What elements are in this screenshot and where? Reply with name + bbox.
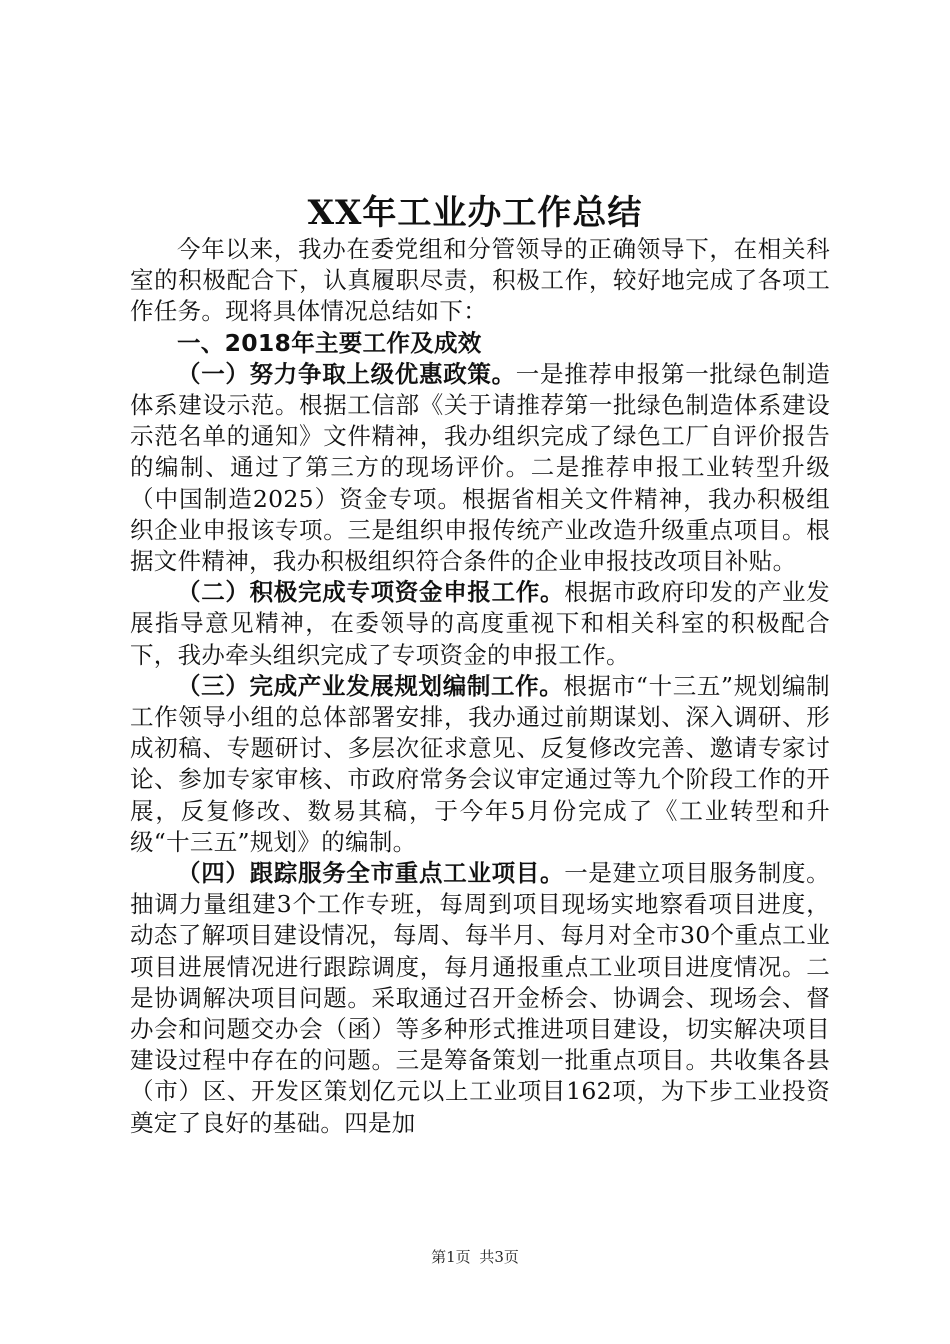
item-lead: （一）努力争取上级优惠政策。	[177, 359, 516, 388]
item-text: 根据市政府印发的产业发展指导意见精神，在委领导的高度重视下和相关科室的积极配合下，我办牵头组织完成了专项资金的申报工作。	[130, 578, 830, 669]
paragraph-item-3	[130, 671, 830, 858]
page-footer	[0, 1246, 950, 1267]
item-text: 一是建立项目服务制度。抽调力量组建3个工作专班，每周到项目现场实地察看项目进度，动态了解项目建设情况，每周、每半月、每月对全市30个重点工业项目进展情况进行跟踪调度，每月通报重点工业项目进度情况。二是协调解决项目问题。采取通过召开金桥会、协调会、现场会、督办会和问题交办会（函）等多种形式推进项目建设，切实解决项目建设过程中存在的问题。三是筹备策划一批重点项目。共收集各县（市）区、开发区策划亿元以上工业项目162项，为下步工业投资奠定了良好的基础。四是加	[130, 859, 830, 1137]
item-lead: （二）积极完成专项资金申报工作。	[177, 578, 565, 607]
section-heading: 一、2018年主要工作及成效	[177, 328, 482, 357]
item-text: 一是推荐申报第一批绿色制造体系建设示范。根据工信部《关于请推荐第一批绿色制造体系建设示范名单的通知》文件精神，我办组织完成了绿色工厂自评价报告的编制、通过了第三方的现场评价。二是推荐申报工业转型升级（中国制造2025）资金专项。根据省相关文件精神，我办积极组织企业申报该专项。三是组织申报传统产业改造升级重点项目。根据文件精神，我办积极组织符合条件的企业申报技改项目补贴。	[130, 359, 830, 576]
item-text: 根据市“十三五”规划编制工作领导小组的总体部署安排，我办通过前期谋划、深入调研、形成初稿、专题研讨、多层次征求意见、反复修改完善、邀请专家讨论、参加专家审核、市政府常务会议审定通过等九个阶段工作的开展，反复修改、数易其稿，于今年5月份完成了《工业转型和升级“十三五”规划》的编制。	[130, 671, 830, 856]
paragraph-item-4	[130, 858, 830, 1139]
page-total: 共3页	[479, 1248, 519, 1266]
paragraph-item-2	[130, 577, 830, 671]
paragraph-item-1	[130, 359, 830, 577]
document-title: XX年工业办工作总结	[307, 193, 643, 233]
document-body	[130, 234, 830, 1139]
page-number: 第1页	[431, 1248, 471, 1266]
item-lead: （三）完成产业发展规划编制工作。	[177, 671, 564, 700]
item-lead: （四）跟踪服务全市重点工业项目。	[177, 859, 565, 888]
intro-paragraph: 今年以来，我办在委党组和分管领导的正确领导下，在相关科室的积极配合下，认真履职尽责，积极工作，较好地完成了各项工作任务。现将具体情况总结如下：	[130, 235, 830, 326]
